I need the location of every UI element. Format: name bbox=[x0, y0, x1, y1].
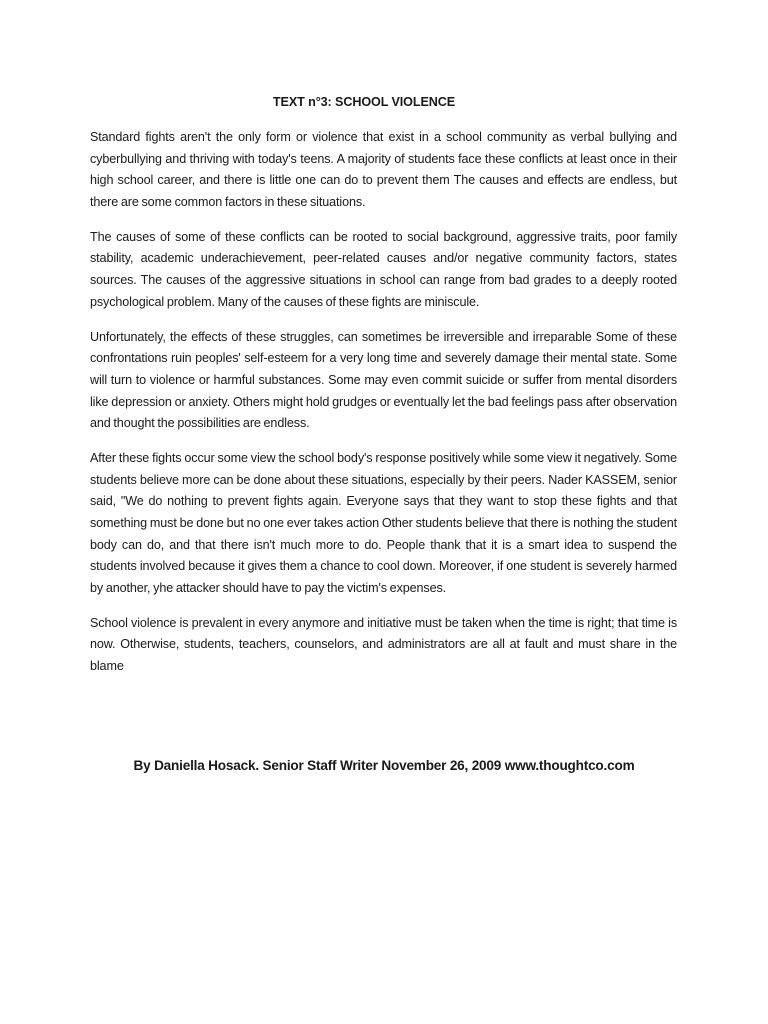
document-title: TEXT n°3: SCHOOL VIOLENCE bbox=[272, 95, 456, 109]
document-body bbox=[90, 127, 677, 691]
author-byline: By Daniella Hosack. Senior Staff Writer November 26, 2009 www.thoughtco.com bbox=[133, 758, 635, 773]
paragraph-5: School violence is prevalent in every anymore and initiative must be taken when the time is right; that time is now. Otherwise, students, teachers, counselors, and administrators are all at fault and must share in the blame bbox=[90, 615, 677, 674]
paragraph-2: The causes of some of these conflicts can be rooted to social background, aggressive traits, poor family stability, academic underachievement, peer-related causes and/or negative community factors, states sources. The causes of the aggressive situations in school can range from bad grades to a deeply rooted psychological problem. Many of the causes of these fights are miniscule. bbox=[90, 229, 677, 309]
paragraph-1: Standard fights aren't the only form or violence that exist in a school community as verbal bullying and cyberbullying and thriving with today's teens. A majority of students face these conflicts at least once in their high school career, and there is little one can do to prevent them The causes and effects are endless, but there are some common factors in these situations. bbox=[90, 130, 677, 209]
paragraph-4: After these fights occur some view the school body's response positively while some view it negatively. Some students believe more can be done about these situations, especially by their peers. Nader KASSEM, senior said, "We do nothing to prevent fights again. Everyone says that they want to stop these fights and that something must be done but no one ever takes action Other students believe that there is nothing the student body can do, and that there isn't much more to do. People thank that it is a smart idea to suspend the students involved because it gives them a chance to cool down. Moreover, if one student is severely harmed by another, yhe attacker should have to pay the victim's expenses. bbox=[90, 451, 677, 595]
paragraph-3: Unfortunately, the effects of these struggles, can sometimes be irreversible and irreparable Some of these confrontations ruin peoples' self-esteem for a very long time and severely damage their mental state. Some will turn to violence or harmful substances. Some may even commit suicide or suffer from mental disorders like depression or anxiety. Others might hold grudges or eventually let the bad feelings pass after observation and thought the possibilities are endless. bbox=[90, 329, 677, 431]
